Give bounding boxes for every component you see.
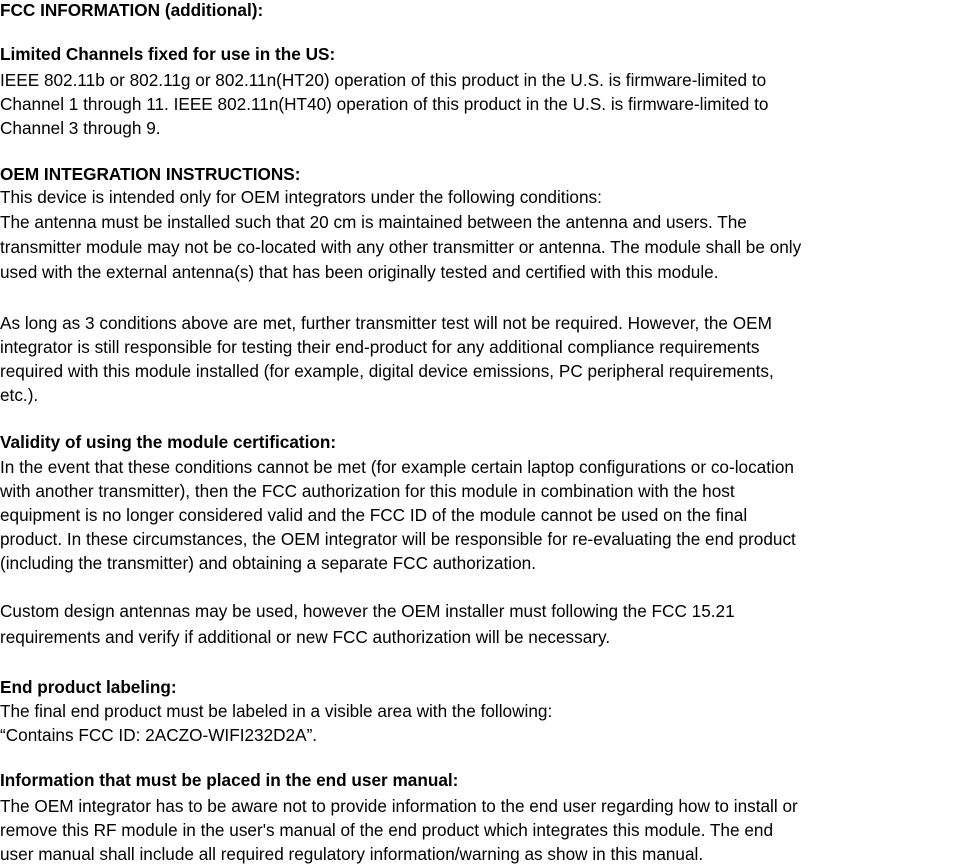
paragraph-line: equipment is no longer considered valid and the FCC ID of the module cannot be used on the final [0, 505, 748, 525]
paragraph-line: Custom design antennas may be used, however the OEM installer must following the FCC 15.21 [0, 601, 735, 621]
section-heading-limited-channels: Limited Channels fixed for use in the US: [0, 44, 336, 64]
paragraph-line: user manual shall include all required regulatory information/warning as show in this manual. [0, 844, 704, 864]
paragraph-line: Channel 1 through 11. IEEE 802.11n(HT40) operation of this product in the U.S. is firmware-limited to [0, 94, 769, 114]
paragraph-line: integrator is still responsible for testing their end-product for any additional compliance requirements [0, 337, 760, 357]
paragraph-line: IEEE 802.11b or 802.11g or 802.11n(HT20) operation of this product in the U.S. is firmware-limited to [0, 70, 767, 90]
section-heading-validity: Validity of using the module certification: [0, 432, 337, 452]
paragraph-line: etc.). [0, 385, 39, 405]
paragraph-line: used with the external antenna(s) that has been originally tested and certified with this module. [0, 262, 719, 282]
paragraph-line: The final end product must be labeled in a visible area with the following: [0, 701, 553, 721]
paragraph-line: remove this RF module in the user's manual of the end product which integrates this module. The end [0, 820, 774, 840]
section-heading-user-manual: Information that must be placed in the end user manual: [0, 770, 459, 790]
paragraph-line: The OEM integrator has to be aware not to provide information to the end user regarding how to install or [0, 796, 798, 816]
section-heading-oem-integration: OEM INTEGRATION INSTRUCTIONS: [0, 164, 301, 184]
paragraph-line: transmitter module may not be co-located with any other transmitter or antenna. The module shall be only [0, 237, 802, 257]
paragraph-line: with another transmitter), then the FCC authorization for this module in combination with the host [0, 481, 735, 501]
paragraph-line: (including the transmitter) and obtaining a separate FCC authorization. [0, 553, 536, 573]
paragraph-line: Channel 3 through 9. [0, 118, 161, 138]
section-heading-end-product-labeling: End product labeling: [0, 677, 177, 697]
paragraph-line: product. In these circumstances, the OEM integrator will be responsible for re-evaluating the end product [0, 529, 796, 549]
paragraph-line: In the event that these conditions cannot be met (for example certain laptop configurations or co-location [0, 457, 794, 477]
fcc-id-label-text: “Contains FCC ID: 2ACZO-WIFI232D2A”. [0, 725, 318, 745]
paragraph-line: requirements and verify if additional or new FCC authorization will be necessary. [0, 627, 611, 647]
paragraph-line: The antenna must be installed such that 20 cm is maintained between the antenna and users. The [0, 212, 747, 232]
paragraph-line: This device is intended only for OEM integrators under the following conditions: [0, 187, 602, 207]
paragraph-line: As long as 3 conditions above are met, further transmitter test will not be required. However, the OEM [0, 313, 772, 333]
document-title: FCC INFORMATION (additional): [0, 0, 264, 20]
paragraph-line: required with this module installed (for example, digital device emissions, PC peripheral requirements, [0, 361, 774, 381]
